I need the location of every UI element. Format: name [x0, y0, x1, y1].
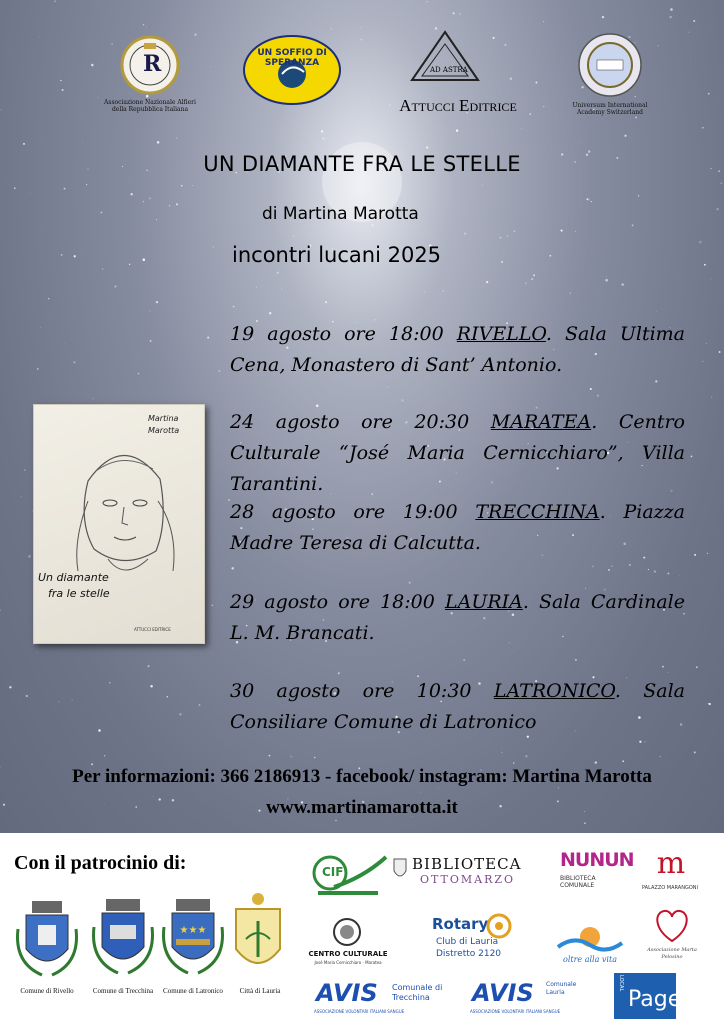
- patronage-section: [0, 833, 724, 1024]
- rotary-logo: [424, 913, 524, 973]
- rotary-wheel-icon: [486, 913, 512, 939]
- cif-text: CIF: [322, 865, 344, 879]
- local-page-big: Page: [628, 987, 682, 1012]
- event-item: 28 agosto ore 19:00 TRECCHINA. Piazza Madre Teresa di Calcutta.: [230, 501, 686, 554]
- event-city: TRECCHINA: [475, 501, 600, 523]
- subtitle: incontri lucani 2025: [232, 243, 442, 267]
- avis-name: AVIS: [472, 979, 534, 1007]
- comune-name: Comune di Latronico: [163, 987, 223, 995]
- wave-sun-icon: [554, 917, 626, 953]
- local-page-small: LOCAL: [618, 975, 624, 992]
- palazzo-monogram-icon: m: [656, 846, 686, 881]
- marta-pelosino-text: Associazione Marta Pelosino: [647, 947, 697, 960]
- rotary-district: Distretto 2120: [436, 949, 502, 959]
- nunun-sub: BIBLIOTECA COMUNALE: [560, 875, 596, 889]
- crest-rivello: [12, 899, 82, 999]
- rotary-name: Rotary: [432, 915, 489, 933]
- comune-name: Città di Lauria: [239, 987, 281, 995]
- trecchina-crest-icon: [88, 897, 158, 981]
- rivello-crest-icon: [12, 899, 82, 983]
- town-crest-icon: [392, 857, 408, 881]
- universum-globe-icon: [577, 32, 643, 98]
- event-city: LAURIA: [444, 591, 523, 613]
- biblioteca-ottomarzo-logo: [392, 853, 542, 893]
- avis-lauria-logo: [468, 979, 592, 1019]
- universum-caption: Universum International Academy Switzerland: [572, 102, 648, 116]
- event-city: MARATEA: [490, 411, 592, 433]
- website-link[interactable]: www.martinamarotta.it: [266, 797, 458, 818]
- event-item: 24 agosto ore 20:30 MARATEA. Centro Culturale “José Maria Cernicchiaro”, Villa Tarantini.: [230, 411, 685, 495]
- portrait-sketch-icon: [48, 431, 198, 581]
- author-line: di Martina Marotta: [262, 204, 419, 224]
- comune-name: Comune di Rivello: [20, 987, 74, 995]
- biblioteca-line1: BIBLIOTECA: [412, 855, 522, 873]
- avis-sub: Comunale Lauria: [546, 981, 577, 996]
- event-item: 19 agosto ore 18:00 RIVELLO. Sala Ultima Cena, Monastero di Sant’ Antonio.: [230, 323, 686, 376]
- soffio-speranza-logo: [242, 34, 342, 106]
- centro-culturale-logo: [306, 917, 390, 971]
- marta-pelosino-logo: [644, 907, 700, 969]
- cif-swoosh-icon: [308, 851, 388, 899]
- book-publisher: ATTUCCI EDITRICE: [134, 627, 171, 632]
- biblioteca-line2: OTTOMARZO: [420, 873, 516, 886]
- nunun-logo: [556, 849, 634, 899]
- event-city: RIVELLO: [456, 323, 546, 345]
- centro-culturale-text: CENTRO CULTURALE: [308, 950, 388, 958]
- event-item: 30 agosto ore 10:30 LATRONICO. Sala Consiliare Comune di Latronico: [230, 680, 685, 733]
- avis-name: AVIS: [316, 979, 378, 1007]
- soffio-text: UN SOFFIO DI SPERANZA: [257, 48, 327, 68]
- soffio-badge-icon: [242, 34, 342, 106]
- event-item: 29 agosto ore 18:00 LAURIA. Sala Cardinale L. M. Brancati.: [230, 591, 685, 644]
- avis-trecchina-logo: [312, 979, 444, 1019]
- lauria-crest-icon: [228, 891, 288, 981]
- anfri-badge: R: [143, 51, 162, 77]
- anfri-caption: Associazione Nazionale Alfieri della Repubblica Italiana: [104, 99, 196, 113]
- event-city: LATRONICO: [493, 680, 615, 702]
- nunun-text: NUNUN: [560, 849, 634, 871]
- attucci-logo: [368, 30, 548, 120]
- centro-culturale-sub: José Maria Cernicchiaro · Maratea: [314, 960, 382, 965]
- book-author: Martina Marotta: [148, 414, 180, 435]
- palazzo-marangoni-logo: [640, 847, 700, 901]
- local-page-logo: [614, 973, 682, 1019]
- crest-latronico: [158, 897, 228, 997]
- cif-logo: [308, 851, 388, 899]
- contact-info: Per informazioni: 366 2186913 - facebook/ instagram: Martina Marotta: [72, 766, 652, 787]
- oltre-vita-text: oltre alla vita: [563, 955, 617, 964]
- patronage-label: Con il patrocinio di:: [14, 852, 187, 874]
- centro-culturale-emblem-icon: [332, 917, 362, 947]
- avis-footer: ASSOCIAZIONE VOLONTARI ITALIANI SANGUE: [470, 1009, 561, 1014]
- ad-astra-label: AD ASTRA: [430, 66, 468, 74]
- avis-sub: Comunale di Trecchina: [392, 983, 443, 1002]
- avis-footer: ASSOCIAZIONE VOLONTARI ITALIANI SANGUE: [314, 1009, 405, 1014]
- latronico-crest-icon: [158, 897, 228, 981]
- book-title-line2: fra le stelle: [48, 587, 110, 600]
- palazzo-text: PALAZZO MARANGONI: [641, 885, 698, 891]
- book-cover: [33, 404, 205, 644]
- ad-astra-triangle-icon: [410, 30, 480, 82]
- heart-icon: [652, 907, 692, 943]
- crest-lauria: [228, 891, 292, 1001]
- page-title: UN DIAMANTE FRA LE STELLE: [203, 152, 521, 176]
- crest-trecchina: [88, 897, 158, 997]
- publisher-name: Attucci Editrice: [399, 96, 517, 115]
- anfri-logo: [104, 35, 196, 115]
- universum-logo: [570, 32, 650, 122]
- rotary-club: Club di Lauria: [436, 937, 499, 947]
- comune-name: Comune di Trecchina: [92, 987, 154, 995]
- book-title-line1: Un diamante: [38, 571, 109, 584]
- svg-text:★★★: ★★★: [179, 925, 207, 936]
- oltre-vita-logo: [554, 917, 626, 973]
